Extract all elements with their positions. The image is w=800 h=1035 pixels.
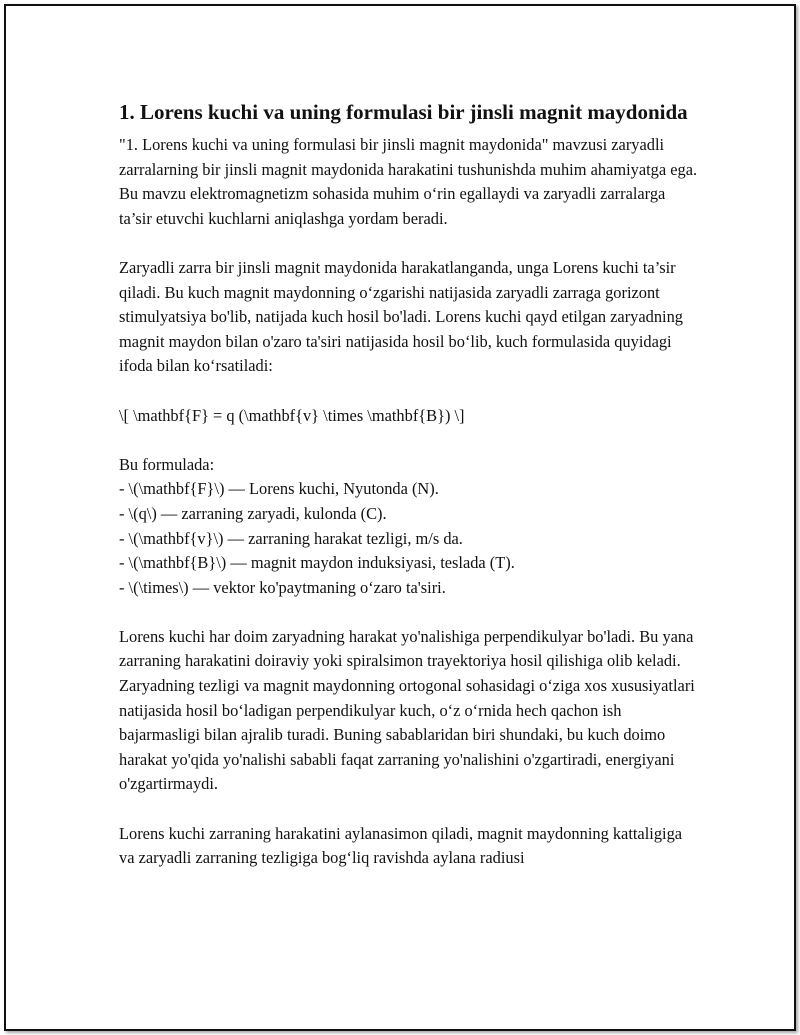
definition-force: - \(\mathbf{F}\) — Lorens kuchi, Nyutonda (N).: [119, 479, 439, 499]
perpendicular-force-paragraph: Lorens kuchi har doim zaryadning harakat yo'nalishiga perpendikulyar bo'ladi. Bu yana zarraning harakatini doiraviy yoki spiralsimon trayektoriya hosil qilishiga olib keladi. Zaryadning tezligi va magnit maydonning ortogonal sohasidagi o‘ziga xos xususiyatlari natijasida hosil bo‘ladigan perpendikulyar kuch, o‘z o‘rnida hech qachon ish bajarmasligi bilan ajralib turadi. Buning sabablaridan biri shundaki, bu kuch doimo harakat yo'qida yo'nalishi sababli faqat zarraning yo'nalishini o'zgartiradi, energiyani o'zgartirmaydi.: [119, 626, 695, 794]
article-title: 1. Lorens kuchi va uning formulasi bir jinsli magnit maydonida: [119, 100, 688, 124]
definition-cross-product: - \(\times\) — vektor ko'paytmaning o‘zaro ta'siri.: [119, 577, 446, 597]
document-page: [4, 4, 796, 1031]
formula-intro: Bu formulada:: [119, 454, 215, 474]
definition-field: - \(\mathbf{B}\) — magnit maydon induksiyasi, teslada (T).: [119, 553, 515, 573]
circular-motion-paragraph: Lorens kuchi zarraning harakatini aylanasimon qiladi, magnit maydonning kattaligiga va zaryadli zarraning tezligiga bog‘liq ravishda aylana radiusi: [119, 823, 683, 868]
intro-paragraph: "1. Lorens kuchi va uning formulasi bir jinsli magnit maydonida" mavzusi zaryadli zarralarning bir jinsli magnit maydonida harakatini tushunishda muhim ahamiyatga ega. Bu mavzu elektromagnetizm sohasida muhim o‘rin egallaydi va zaryadli zarralarga ta’sir etuvchi kuchlarni aniqlashga yordam beradi.: [119, 135, 698, 228]
formula-definitions-list: [119, 477, 699, 600]
article-body: [119, 97, 699, 895]
lorentz-formula: \[ \mathbf{F} = q (\mathbf{v} \times \mathbf{B}) \]: [119, 405, 465, 425]
lorentz-description-paragraph: Zaryadli zarra bir jinsli magnit maydonida harakatlanganda, unga Lorens kuchi ta’sir qiladi. Bu kuch magnit maydonning o‘zgarishi natijasida zaryadli zarraga gorizont stimulyatsiya bo'lib, natijada kuch hosil bo'ladi. Lorens kuchi qayd etilgan zaryadning magnit maydon bilan o'zaro ta'siri natijasida hosil bo‘lib, kuch formulasida quyidagi ifoda bilan ko‘rsatiladi:: [119, 257, 683, 376]
definition-velocity: - \(\mathbf{v}\) — zarraning harakat tezligi, m/s da.: [119, 528, 463, 548]
definition-charge: - \(q\) — zarraning zaryadi, kulonda (C).: [119, 503, 387, 523]
